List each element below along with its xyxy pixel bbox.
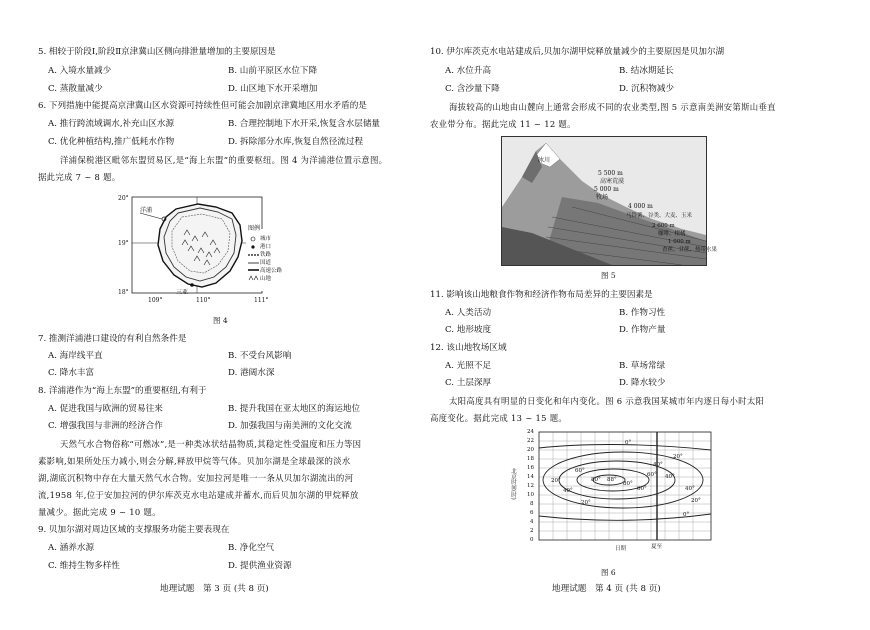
q10-option-c: C. 含沙量下降: [445, 84, 500, 94]
contour-label-80: 80°: [591, 477, 601, 483]
contour-label-60: 60°: [575, 468, 585, 474]
passage-9-10-line4: 流,1958 年,位于安加拉河的伊尔库茨克水电站建成并蓄水,而后贝加尔湖的甲烷释放: [38, 490, 359, 500]
contour-label-20-b: 20°: [581, 500, 591, 506]
q8-option-c: C. 增强我国与非洲的经济合作: [48, 421, 163, 431]
y-tick-0: 0: [530, 537, 534, 543]
y-tick-14: 14: [527, 474, 534, 480]
y-tick-24: 24: [527, 429, 534, 435]
figure-6-contour: [505, 428, 715, 560]
figure-4-caption: 图 4: [213, 316, 228, 325]
contour-label-20-left: 20°: [551, 478, 561, 484]
legend-national-road: 国道: [260, 260, 272, 266]
y-tick-12: 12: [527, 483, 534, 489]
legend-port: 港口: [260, 244, 272, 250]
q9-option-d: D. 提供渔业资源: [228, 561, 292, 571]
contour-label-20-top: 20°: [673, 454, 683, 460]
q12-option-c: C. 土层深厚: [445, 378, 492, 388]
q5-option-b: B. 山前平原区水位下降: [228, 66, 318, 76]
label-4000m: 4 000 m: [628, 203, 653, 210]
passage-9-10-line5: 量减少。据此完成 9 ~ 10 题。: [38, 507, 161, 517]
q8-option-d: D. 加强我国与南美洲的文化交流: [228, 421, 352, 431]
y-tick-16: 16: [527, 465, 534, 471]
lon-label-110: 110°: [196, 297, 211, 304]
y-tick-8: 8: [530, 501, 534, 507]
label-1000m: 1 000 m: [668, 239, 691, 245]
label-5500m: 5 500 m: [598, 170, 623, 177]
sanya-label: 三亚: [176, 289, 189, 296]
contour-svg: [505, 428, 715, 560]
q6-option-b: B. 合理控制地下水开采,恢复含水层储量: [228, 119, 381, 129]
contour-label-80-b: 80°: [623, 481, 633, 487]
legend-city: 城市: [260, 236, 272, 242]
label-glacier: 冰川: [538, 157, 551, 164]
q11-option-c: C. 地形坡度: [445, 325, 492, 335]
y-tick-6: 6: [530, 510, 534, 516]
q6-option-d: D. 拆除部分水库,恢复自然径流过程: [228, 137, 364, 147]
q8-option-a: A. 促进我国与欧洲的贸易往来: [48, 404, 163, 414]
intro-7-8-line1: 洋浦保税港区毗邻东盟贸易区,是“海上东盟”的重要枢纽。图 4 为洋浦港位置示意图。: [60, 155, 388, 165]
footer-page-4: 地理试题 第 4 页 (共 8 页): [552, 584, 661, 594]
y-tick-10: 10: [527, 492, 534, 498]
question-11-stem: 11. 影响该山地粮食作物和经济作物布局差异的主要因素是: [430, 290, 653, 300]
question-8-stem: 8. 洋浦港作为“海上东盟”的重要枢纽,有利于: [38, 386, 207, 396]
q10-option-a: A. 水位升高: [445, 66, 492, 76]
intro-7-8-line2: 据此完成 7 ~ 8 题。: [38, 172, 121, 182]
intro-13-15-line2: 高度变化。据此完成 13 ~ 15 题。: [430, 413, 568, 423]
contour-label-60-b: 60°: [637, 486, 647, 492]
passage-9-10-line1: 天然气水合物俗称“可燃冰”,是一种类冰状结晶物质,其稳定性受温度和压力等因: [60, 439, 362, 449]
q9-option-b: B. 净化空气: [228, 543, 275, 553]
figure-5-andes: [501, 136, 718, 266]
contour-label-40-top: 40°: [653, 462, 663, 468]
footer-page-3: 地理试题 第 3 页 (共 8 页): [160, 584, 269, 594]
passage-9-10-line2: 素影响,如果所处压力减小,则会分解,释放甲烷等气体。贝加尔湖是全球最深的淡水: [38, 456, 351, 466]
q6-option-c: C. 优化种植结构,推广低耗水作物: [48, 137, 175, 147]
lat-label-19: 19°: [118, 240, 129, 247]
q8-option-b: B. 提升我国在亚太地区的海运地位: [228, 404, 361, 414]
q6-option-a: A. 推行跨流域调水,补充山区水源: [48, 119, 175, 129]
label-alpine-desert: 高寒荒漠: [600, 178, 625, 185]
label-potato-grains: 马铃薯、谷类、大麦、玉米: [626, 213, 693, 219]
question-6-stem: 6. 下列措施中能提高京津冀山区水资源可持续性但可能会加剧京津冀地区用水矛盾的是: [38, 101, 367, 111]
q7-option-b: B. 不受台风影响: [228, 351, 292, 361]
q7-option-d: D. 港阔水深: [228, 368, 275, 378]
y-tick-22: 22: [527, 438, 534, 444]
intro-11-12-line2: 农业带分布。据此完成 11 ~ 12 题。: [430, 119, 576, 129]
q7-option-a: A. 海岸线平直: [48, 351, 103, 361]
y-tick-4: 4: [530, 519, 534, 525]
label-coffee-citrus: 咖啡、柑橘: [658, 231, 686, 237]
label-5000m: 5 000 m: [594, 186, 619, 193]
figure-4-map: [118, 195, 293, 305]
question-9-stem: 9. 贝加尔湖对周边区域的支撑服务功能主要表现在: [38, 525, 230, 535]
x-label-summer-solstice: 夏至: [651, 544, 663, 550]
q12-option-b: B. 草场常绿: [619, 361, 666, 371]
q11-option-d: D. 作物产量: [619, 325, 666, 335]
q5-option-d: D. 山区地下水开采增加: [228, 84, 318, 94]
label-2600m: 2 600 m: [652, 223, 675, 229]
y-tick-2: 2: [530, 528, 534, 534]
contour-label-60-right: 60°: [647, 472, 657, 478]
y-tick-20: 20: [527, 447, 534, 453]
label-pasture: 牧场: [596, 194, 609, 201]
legend-railway: 铁路: [260, 252, 272, 258]
lon-label-109: 109°: [148, 297, 163, 304]
q11-option-a: A. 人类活动: [445, 308, 492, 318]
question-7-stem: 7. 推测洋浦港口建设的有利自然条件是: [38, 334, 187, 344]
figure-6-caption: 图 6: [601, 568, 616, 577]
q5-option-c: C. 蒸散量减少: [48, 84, 103, 94]
contour-label-88: 88°: [607, 477, 617, 483]
legend-title: 图例: [248, 225, 261, 232]
contour-label-40-b: 40°: [563, 488, 573, 494]
yangpu-label: 洋浦: [140, 207, 153, 214]
lat-label-20: 20°: [118, 195, 129, 202]
contour-label-20-far: 20°: [691, 498, 701, 504]
y-axis-label: 北京时间(时): [510, 468, 516, 500]
contour-label-40-right: 40°: [665, 474, 675, 480]
legend-expressway: 高速公路: [260, 268, 283, 274]
q9-option-a: A. 涵养水源: [48, 543, 95, 553]
legend-mountain: 山地: [260, 276, 272, 282]
q9-option-c: C. 维持生物多样性: [48, 561, 120, 571]
q11-option-b: B. 作物习性: [619, 308, 666, 318]
q10-option-b: B. 结冰期延长: [619, 66, 674, 76]
y-tick-18: 18: [527, 456, 534, 462]
question-12-stem: 12. 该山地牧场区域: [430, 343, 507, 353]
right-page: [430, 0, 870, 630]
label-tropical-fruits: 香蕉、甘蔗、热带水果: [662, 247, 718, 253]
q5-option-a: A. 入境水量减少: [48, 66, 112, 76]
legend-symbols: [248, 235, 260, 283]
contour-label-0-top: 0°: [625, 440, 632, 446]
intro-13-15-line1: 太阳高度具有明显的日变化和年内变化。图 6 示意我国某城市年内逐日每小时太阳: [449, 396, 765, 406]
x-label-date: 日期: [615, 546, 627, 552]
lon-label-111: 111°: [254, 297, 269, 304]
lat-label-18: 18°: [118, 289, 129, 296]
q12-option-a: A. 光照不足: [445, 361, 492, 371]
passage-9-10-line3: 湖,湖底沉积物中存在大量天然气水合物。安加拉河是唯一一条从贝加尔湖流出的河: [38, 473, 354, 483]
figure-5-caption: 图 5: [601, 271, 616, 280]
contour-label-0-bottom: 0°: [683, 512, 690, 518]
question-10-stem: 10. 伊尔库茨克水电站建成后,贝加尔湖甲烷释放量减少的主要原因是贝加尔湖: [430, 47, 725, 57]
intro-11-12-line1: 海拔较高的山地由山麓向上通常会形成不同的农业类型,图 5 示意南美洲安第斯山垂直: [449, 102, 776, 112]
q12-option-d: D. 降水较少: [619, 378, 666, 388]
q10-option-d: D. 沉积物减少: [619, 84, 675, 94]
contour-label-40-far: 40°: [685, 486, 695, 492]
question-5-stem: 5. 相较于阶段Ⅰ,阶段Ⅱ京津冀山区侧向排泄量增加的主要原因是: [38, 47, 276, 57]
q7-option-c: C. 降水丰富: [48, 368, 95, 378]
